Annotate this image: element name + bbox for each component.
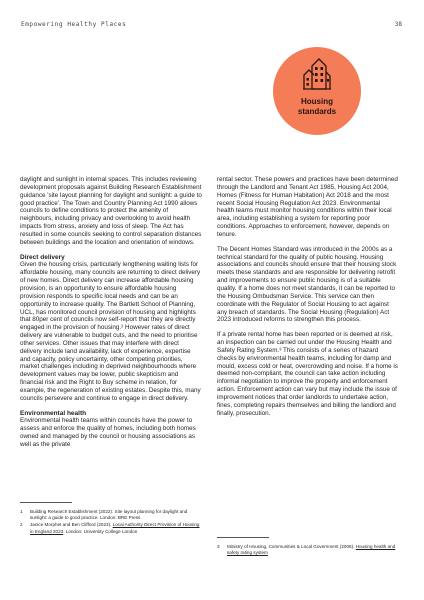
footnote: 2 Janice Morphet and Ben Clifford (2023). Local Authority Direct Provision of Housing in England 2023. London: University College London: [20, 522, 200, 534]
running-header: Empowering Healthy Places: [21, 21, 127, 28]
footnote: 3 Ministry of Housing, Communities & Local Government (2006). Housing health and safety rating system: [217, 544, 396, 556]
buildings-icon: [303, 56, 331, 90]
left-column: [20, 176, 202, 456]
badge-label: Housing standards: [297, 97, 337, 116]
paragraph: If a private rental home has been reported or is deemed at risk, an inspection can be carried out under the Housing Health and Safety Rating System.³ This consists of a series of hazard checks by environmental health teams, including for damp and mould, excess cold or heat, overcrowding and noise. If a home is deemed non-compliant, the council can take action including informal negotiation to improve the property and enforcement action. Enforcement action can vary but may include the issue of improvement notices that order landlords to undertake action, fines, completing repairs themselves and billing the landlord and finally, prosecution.: [217, 331, 398, 417]
page-number: 38: [394, 21, 402, 28]
housing-standards-badge: [273, 47, 361, 135]
footnote-link[interactable]: Local Authority Direct Provision of Housing in England 2023: [30, 522, 200, 534]
paragraph: Given the housing crisis, particularly lengthening waiting lists for affordable housing, many councils are returning to direct delivery of new homes. Direct delivery can increase affordable housing provision, is an opportunity to ensure affordable housing provision responds to specific local needs and can be an opportunity to increase quality. The Bartlett School of Planning, UCL, has monitored council provision of housing and highlights that 80per cent of councils now self-report that they are directly engaged in the provision of housing.² However rates of direct delivery are vulnerable to budget cuts, and the need to prioritise other services. Other issues that may interfere with direct delivery include land availability, lack of experience, expertise and capacity, policy uncertainty, other competing priorities, market challenges including in deprived neighbourhoods where development values may be lower, public skepticism and financial risk and the Right to Buy scheme in relation, for example, the regeneration of existing estates. Despite this, many councils persevere and continue to engage in direct delivery.: [20, 261, 201, 402]
footnote-divider: [217, 537, 269, 538]
section-heading-environmental-health: Environmental health: [20, 409, 87, 417]
paragraph: rental sector. These powers and practices have been determined through the Landlord and Tenant Act 1985, Housing Act 2004, Homes (Fitness for Human Habitation) Act 2018 and the most recent Social Housing Regulation Act 2023. Environmental health teams must monitor housing conditions within their local area, including establishing a system for reporting poor conditions. Approaches to enforcement, however, depends on tenure.: [217, 176, 398, 238]
paragraph: The Decent Homes Standard was introduced in the 2000s as a technical standard for the quality of public housing. Housing associations and councils should ensure that their housing stock meets these standards and are responsible for delivering retrofit and improvements to ensure public housing is of a suitable quality. If a home does not meet standards, it can be reported to the Housing Ombudsman Service. This service can then coordinate with the Regulator of Social Housing to act against any breach of standards. The Social Housing (Regulation) Act 2023 introduced reforms to strengthen this process.: [217, 245, 397, 324]
paragraph: Environmental health teams within councils have the power to assess and enforce the quality of homes, including both homes owned and managed by the council or housing associations as well as the private: [20, 417, 196, 448]
footnotes-right: [217, 537, 399, 557]
footnote-divider: [20, 502, 72, 503]
paragraph: daylight and sunlight in internal spaces. This includes reviewing development proposals against Building Research Establishment guidance 'site layout planning for daylight and sunlight: a guide to good practice'. The Town and Country Planning Act 1990 allows councils to define conditions to protect the amenity of neighbours, including privacy and overlooking to avoid health impacts from stress, anxiety and loss of sleep. The Act has resulted in some councils seeking to control separation distances between buildings and the location and orientation of windows.: [20, 176, 202, 246]
footnote: 1 Building Research Establishment (2022). Site layout planning for daylight and sunlight: a guide to good practice. London: BRE Press: [20, 509, 188, 521]
right-column: [217, 176, 399, 424]
footnotes-left: [20, 502, 202, 536]
footnote-link[interactable]: Housing health and safety rating system: [227, 544, 396, 556]
section-heading-direct-delivery: Direct delivery: [20, 253, 65, 261]
